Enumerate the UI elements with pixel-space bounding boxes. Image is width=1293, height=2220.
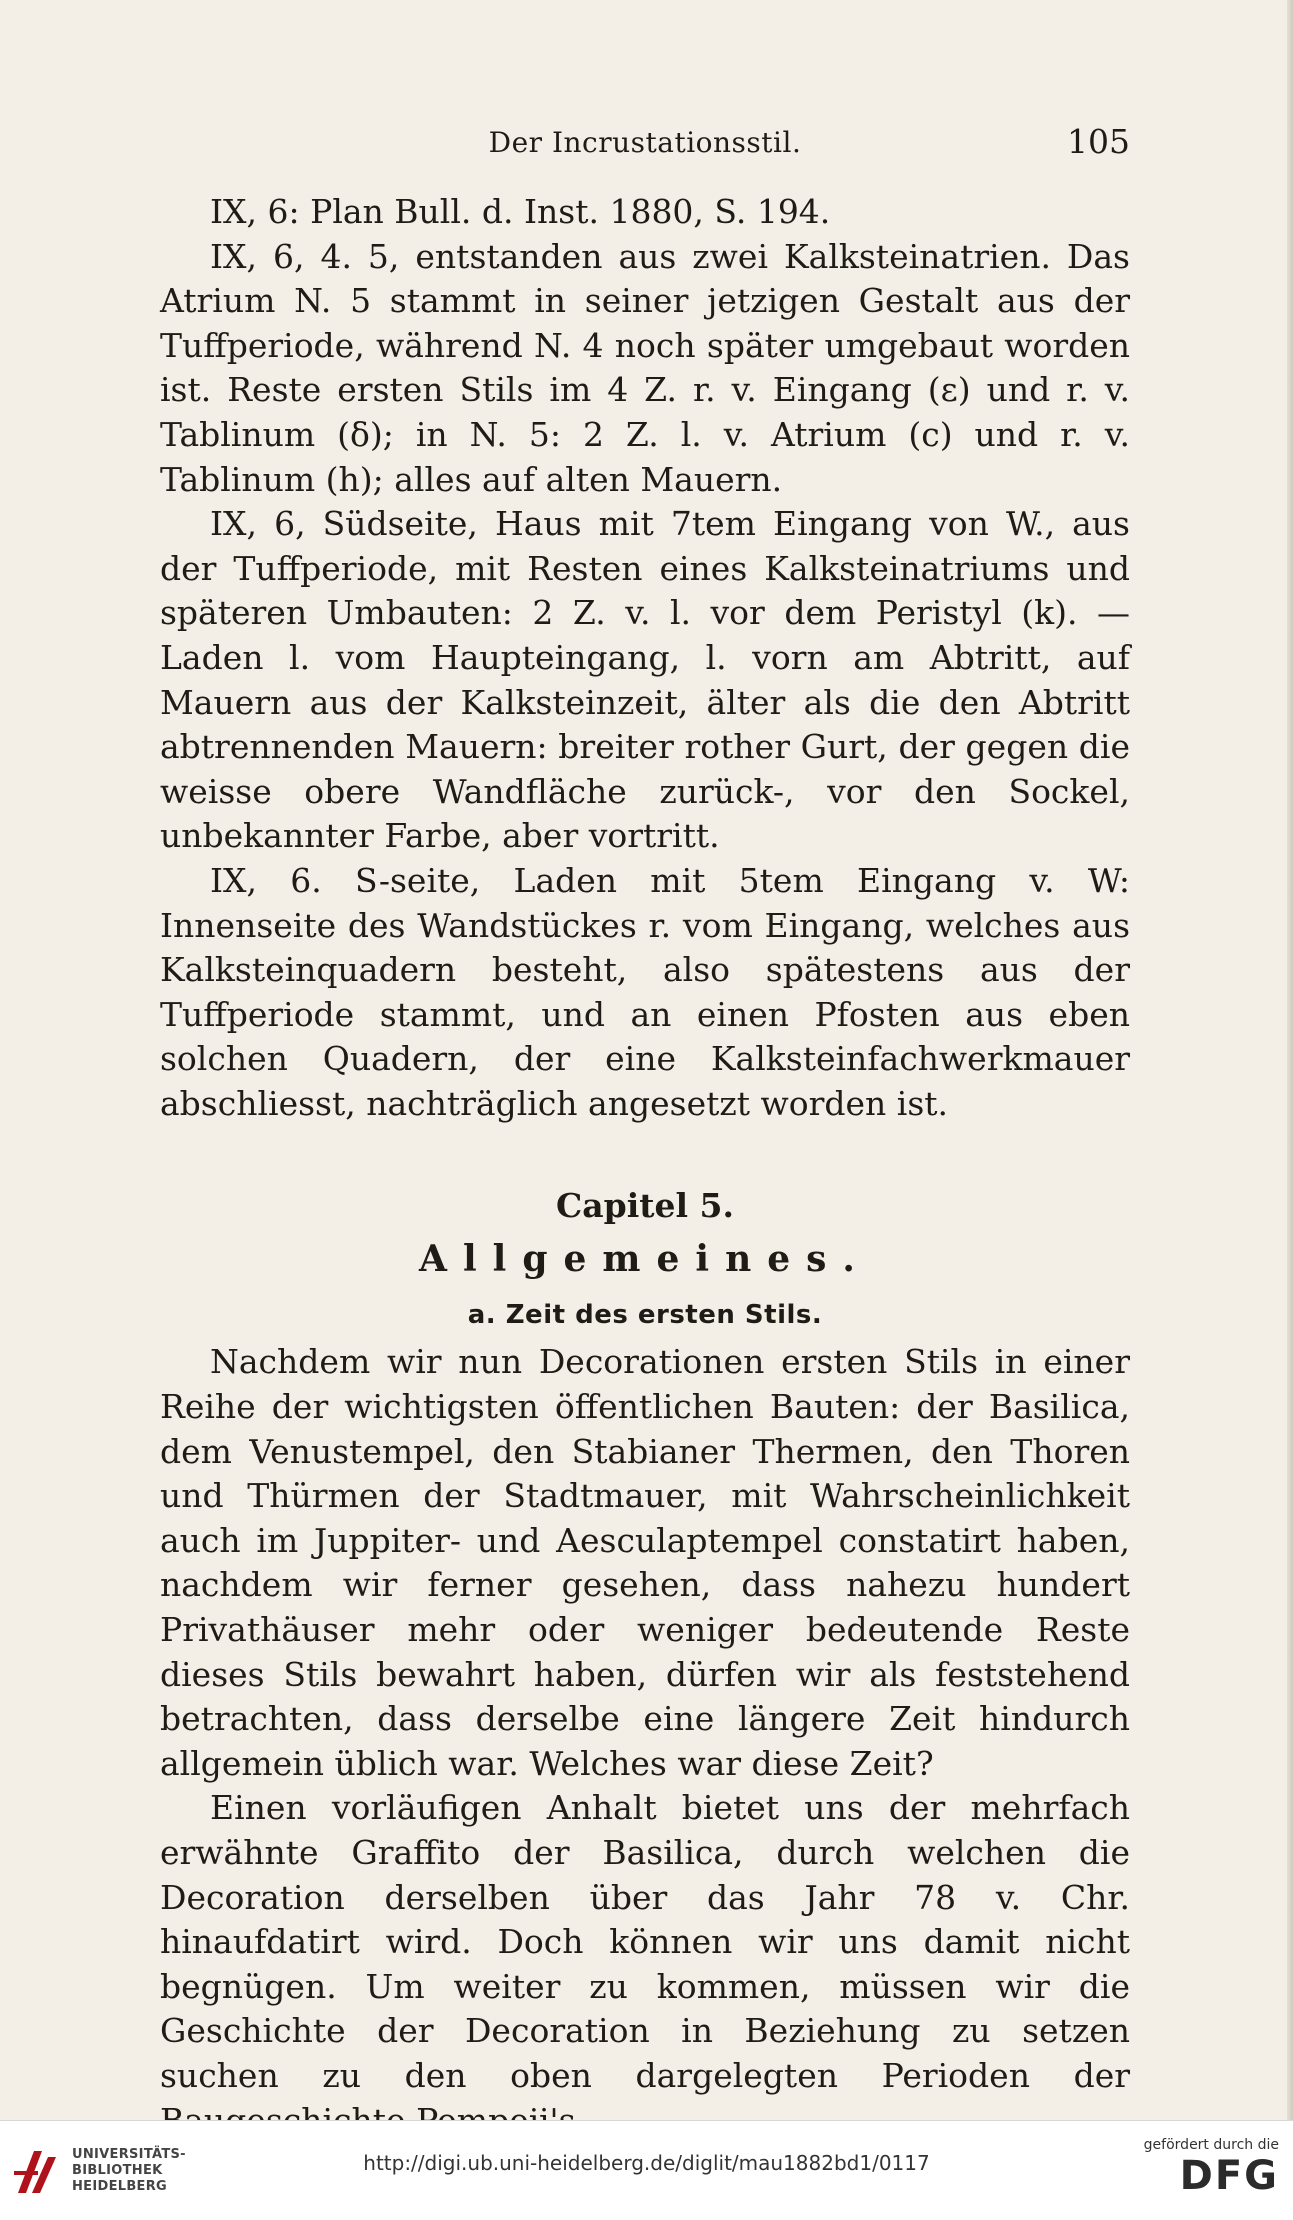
paragraph: IX, 6, Südseite, Haus mit 7tem Eingang von W., aus der Tuffperiode, mit Resten eines Kalksteinatriums und späteren Umbauten: 2 Z. v. l. vor dem Peristyl (k). — Laden l. vom Haupteingang, l. vorn am Abtritt, auf Mauern aus der Kalksteinzeit, älter als die den Abtritt abtrennenden Mauern: breiter rother Gurt, der gegen die weisse obere Wandfläche zurück-, vor den Sockel, unbekannter Farbe, aber vortritt. [160,504,1130,856]
page-number: 105 [1067,122,1130,161]
viewer-footer [0,2120,1293,2220]
library-line: UNIVERSITÄTS- [72,2147,186,2162]
library-line: BIBLIOTHEK [72,2163,163,2178]
chapter-title: Allgemeines. [419,1238,871,1281]
paragraph: IX, 6, 4. 5, entstanden aus zwei Kalksteinatrien. Das Atrium N. 5 stammt in seiner jetzigen Gestalt aus der Tuffperiode, während N. 4 noch später umgebaut worden ist. Reste ersten Stils im 4 Z. r. v. Eingang (ε) und r. v. Tablinum (δ); in N. 5: 2 Z. l. v. Atrium (c) und r. v. Tablinum (h); alles auf alten Mauern. [160,236,1130,499]
paragraph: IX, 6: Plan Bull. d. Inst. 1880, S. 194. [210,192,831,231]
permalink-url[interactable]: http://digi.ub.uni-heidelberg.de/diglit/mau1882bd1/0117 [363,2151,930,2175]
dfg-wordmark: DFG [1179,2153,1279,2199]
section-heading: a. Zeit des ersten Stils. [467,1300,823,1331]
paragraph: IX, 6. S-seite, Laden mit 5tem Eingang v. W: Innenseite des Wandstückes r. vom Eingang, welches aus Kalksteinquadern besteht, also spätestens aus der Tuffperiode stammt, und an einen Pfosten aus eben solchen Quadern, der eine Kalksteinfachwerkmauer abschliesst, nachträglich angesetzt worden ist. [160,860,1130,1123]
chapter-label: Capitel 5. [556,1186,734,1226]
paragraph: Einen vorläufigen Anhalt bietet uns der mehrfach erwähnte Graffito der Basilica, durch welchen die Decoration derselben über das Jahr 78 v. Chr. hinaufdatirt wird. Doch können wir uns damit nicht begnügen. Um weiter zu kommen, müssen wir die Geschichte der Decoration in Beziehung zu setzen suchen zu den oben dargelegten Perioden der [160,1788,1130,2095]
library-line: HEIDELBERG [72,2179,168,2194]
supported-by-text: gefördert durch die [1143,2137,1279,2153]
body-text [160,190,1130,2143]
paragraph: Nachdem wir nun Decorationen ersten Stils in einer Reihe der wichtigsten öffentlichen Bauten: der Basilica, dem Venustempel, den Stabianer Thermen, den Thoren und Thürmen der Stadtmauer, mit Wahrscheinlichkeit auch im Juppiter- und Aesculaptempel constatirt haben, nachdem wir ferner gesehen, dass nahezu hundert Privathäuser mehr oder weniger bedeutende Reste dieses Stils bewahrt haben, dürfen wir als feststehend betrachten, dass derselbe eine längere Zeit hindurch allgemein üblich war. Welches war diese Zeit? [160,1342,1130,1783]
running-title: Der Incrustationsstil. [488,126,802,159]
dfg-logo[interactable] [1129,2137,1279,2209]
page-header [160,118,1130,168]
